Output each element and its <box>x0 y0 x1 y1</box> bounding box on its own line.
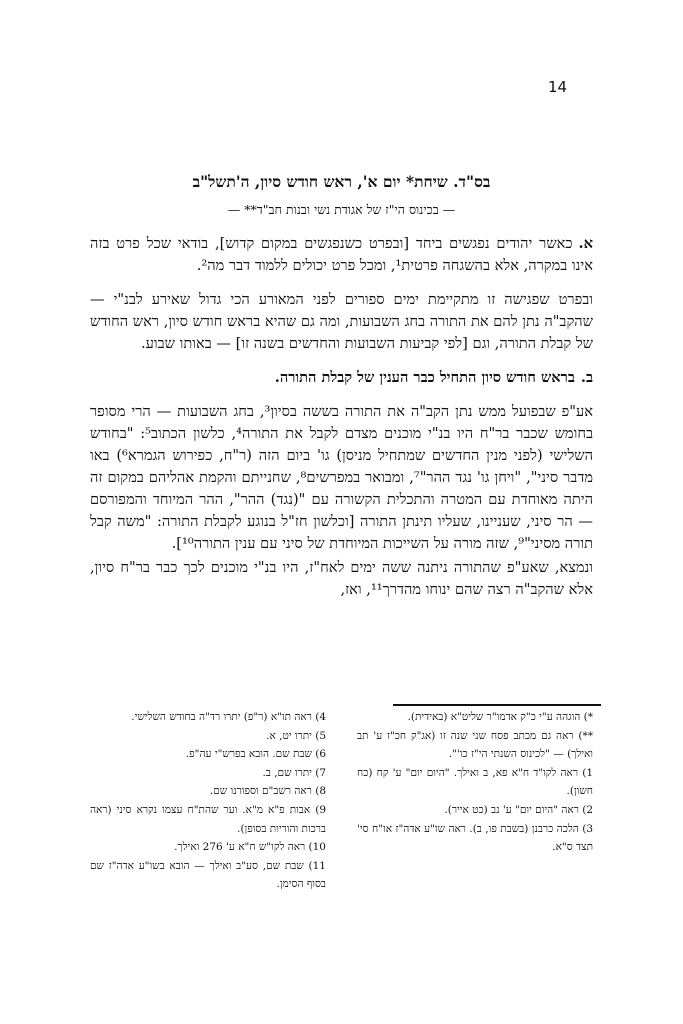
main-text <box>90 233 593 603</box>
footnotes-left-column <box>90 708 326 894</box>
section-letter: א. <box>578 235 593 252</box>
footnote: 11) שבת שם, סע"ב ואילך — הובא בשו"ע אדה"ז שם בסוף הסימן. <box>90 859 326 891</box>
paragraph-text: ונמצא, שאע"פ שהתורה ניתנה ששה ימים לאח"ז, היו בנ"י מוכנים לכך כבר בר"ח סיון, אלא שהקב"ה רצה שהם ינוחו מהדרך¹¹, ואז, <box>90 559 593 598</box>
footnote: 9) אבות פ"א מ"א. וער שהת"ח עצמו נקרא סיני (ראה ברכות והוריות בסופן). <box>90 803 326 835</box>
footnote: 8) ראה רשב"ם וספורנו שם. <box>209 785 326 798</box>
footnote: 6) שבת שם. הובא בפרש"י עה"פ. <box>185 748 326 761</box>
footnote: 7) יתרו שם, ב. <box>262 766 326 779</box>
paragraph-text: אע"פ שבפועל ממש נתן הקב"ה את התורה בששה בסיון³, בחג השבועות — הרי מסופר בחומש שכבר בר"ח היו בנ"י מוכנים מצדם לקבל את התורה⁴, כלשון הכתוב⁵: "בחודש השלישי (לפני מנין החדשים שמתחיל מניסן) גו' ביום הזה (ר"ח, כפירוש הגמרא⁶) באו מדבר סיני", "ויחן גו' נגד ההר"⁷, ומבואר במפרשים⁸, שחנייתם והקמת אהליהם במקום זה היתה מאוחדת עם המטרה והתכלית הקשורה עם "(נגד) ההר", ההר המיוחד והמפורסם — הר סיני, שעניינו, שעליו תינתן התורה [וכלשון חז"ל בנוגע לקבלת התורה: "משה קבל תורה מסיני"⁹, שזה מורה על השייכות המיוחדת של סיני עם ענין התורה¹⁰]. <box>90 403 593 552</box>
footnote: 10) ראה לקו"ש ח"א ע' 276 ואילך. <box>174 841 326 854</box>
paragraph-text: ובפרט שפגישה זו מתקיימת ימים ספורים לפני המאורע הכי גדול שאירע לבנ"י — שהקב"ה נתן להם את התורה בחג השבועות, ומה גם שהיא בראש חודש סיון, ראש החודש של קבלת התורה, וגם [לפי קביעות השבועות והחדשים בשנה זו] — באותו שבוע. <box>90 291 593 352</box>
footnote: **) ראה גם מכתב פסח שני שנה זו (אג"ק חכ"ז ע' תב ואילך) — "לכינוס השנתי הי"ז כו'". <box>357 729 593 761</box>
paragraph-text: כאשר יהודים נפגשים ביחד [ובפרט כשנפגשים במקום קדוש], בודאי שכל פרט בזה אינו במקרה, אלא בהשגחה פרטית¹, ומכל פרט יכולים ללמוד דבר מה². <box>90 235 593 274</box>
paragraph <box>90 233 593 277</box>
paragraph <box>90 557 593 601</box>
footnote: *) הוגהה ע"י כ"ק אדמו"ר שליט"א (באידית). <box>407 711 593 723</box>
paragraph <box>90 367 593 389</box>
page-subtitle: — בכינוס הי"ז של אגודת נשי ובנות חב"ד** — <box>227 202 456 217</box>
paragraph-text: בראש חודש סיון התחיל כבר הענין של קבלת התורה. <box>274 369 575 386</box>
footnote-divider <box>393 704 601 706</box>
paragraph <box>90 401 593 555</box>
footnote: 2) ראה "היום יום" ע' נב (כט אייר). <box>444 803 593 816</box>
footnote: 1) ראה לקו"ד ח"א פא, ב ואילך. "היום יום" ע' קח (כח חשון). <box>357 766 593 798</box>
footnote: 5) יתרו יט, א. <box>266 729 326 742</box>
page-number: 14 <box>548 78 568 96</box>
page-title: בס"ד. שיחת* יום א', ראש חודש סיון, ה'תשל"ב <box>192 172 491 191</box>
section-letter: ב. <box>580 369 593 386</box>
footnote: 4) ראה תו"א (ר"פ) יתרו רד"ה בחודש השלישי. <box>131 711 326 723</box>
footnote: 3) הלכה כרבנן (בשבת פו, ב). ראה שו"ע אדה"ז או"ח סי' תצד ס"א. <box>357 822 593 854</box>
paragraph <box>90 289 593 355</box>
footnotes-right-column <box>357 708 593 857</box>
